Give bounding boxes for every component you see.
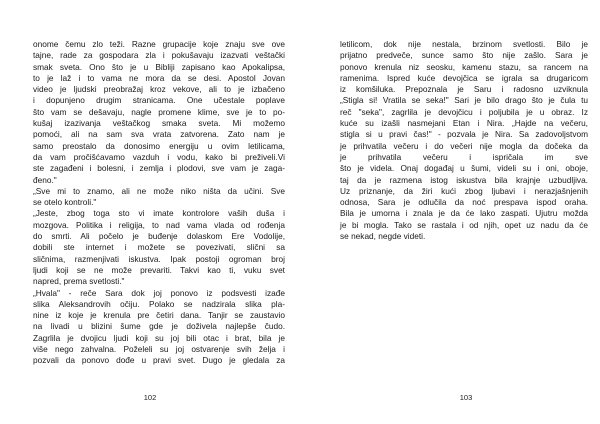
text-line: nine iz koje je krenula pre četiri dana. Tanjir se zaustavio (33, 310, 285, 321)
text-line: stigla si u pravi čas!" - pozvala je Nira. Sa zadovoljstvom (340, 129, 588, 140)
text-line: što je videla. Onaj događaj u šumi, videli su i oni, oboje, (340, 163, 588, 174)
text-line: što vam se dešavaju, nagle promene klime, sve je to po- (33, 106, 285, 117)
page-number-left: 102 (143, 393, 157, 402)
text-line: „Sve mi to znamo, ali ne može niko ništa da učini. Sve (33, 185, 285, 196)
text-line: iz komšiluka. Prepoznala je Saru i radosno uzviknula (340, 84, 588, 95)
text-line: taj da je razmena istog iskustva bila krajnje uzbudljiva. (340, 174, 588, 185)
text-line: video je ljudski preobražaj kroz vekove, ali to je izbačeno (33, 84, 285, 95)
text-line: to je laž i to vama ne mora da se desi. Apostol Jovan (33, 72, 285, 83)
text-line: đeno." (33, 174, 57, 185)
text-line: tajne, rade za gospodara zla i pokušavaju izazvati veštački (33, 50, 285, 61)
text-line: se nekad, negde videti. (340, 231, 426, 242)
text-line: pomoći, ali na sam sva vrata zatvorena. Zato nam je (33, 129, 285, 140)
text-line: „Stigla si! Vratila se seka!" Sari je bilo drago što je čula tu (340, 95, 588, 106)
text-line: se otelo kontroli." (33, 197, 97, 208)
text-line: prijatno predveče, sunce samo što nije zašlo. Sara je (340, 50, 588, 61)
text-line: kuće su izašli nasmejani Etan i Nira. „Hajde na večeru, (340, 118, 588, 129)
text-line: na livadi u blizini šume gde je doživela najlepše čudo. (33, 321, 285, 332)
text-line: dobili ste internet i možete se povezivati, slični sa (33, 242, 285, 253)
text-line: ljudi koji se ne može prevariti. Takvi kao ti, vuku svet (33, 264, 285, 275)
text-line: do smrti. Ali počelo je buđenje dolaskom Ere Vodolije, (33, 231, 285, 242)
text-line: Uz priznanje, da žiri kući zbog ljubavi i nerazjašnjenih (340, 185, 588, 196)
text-line: samo preostalo da donosimo energiju u ovim letilicama, (33, 140, 285, 151)
text-line: ste zagađeni i bolesni, i zemlja i plodovi, sve vam je zaga- (33, 163, 285, 174)
text-line: da vam pročišćavamo vazduh i vodu, kako bi preživeli.Vi (33, 151, 285, 162)
left-page-body (33, 39, 285, 367)
text-line: je bi mogla. Tako se rastala i od njih, opet uz nadu da će (340, 219, 588, 230)
text-line: pozvali da ponovo dođe u pravi svet. Dugo je gledala za (33, 355, 285, 366)
text-line: kušaj izazivanja veštačkog smaka sveta. Mi možemo (33, 118, 285, 129)
text-line: „Jeste, zbog toga sto vi imate kontrolore vaših duša i (33, 208, 285, 219)
text-line: mozgova. Politika i religija, to nad vama vlada od rođenja (33, 219, 285, 230)
text-line: Zagrlila je dvojicu ljudi koji su joj bili otac i brat, bila je (33, 332, 285, 343)
text-line: odnosa, Sara je odlučila da noć prespava ispod oraha. (340, 197, 588, 208)
text-line: je prihvatila večeru i ispričala im sve (340, 151, 588, 162)
text-line: slika Aleksandrovih očiju. Polako se nadzirala slika pla- (33, 298, 285, 309)
text-line: onome čemu zlo teži. Razne grupacije koje znaju sve ove (33, 39, 285, 49)
text-line: napred, prema svetlosti." (33, 276, 125, 287)
right-page-body (340, 39, 588, 242)
page-number-right: 103 (459, 393, 473, 402)
text-line: i dopunjeno drugim stranicama. One učestale poplave (33, 95, 285, 106)
text-line: sličnima, razmenjivati iskustva. Ipak postoji ogroman broj (33, 253, 285, 264)
text-line: reč "seka", zagrlila je devojčicu i poljubila je u obraz. Iz (340, 106, 588, 117)
text-line: ponovo krenula niz seosku, kamenu stazu, sa rancem na (340, 61, 588, 72)
text-line: je prihvatila večeru i do večeri nije mogla da dočeka da (340, 140, 588, 151)
text-line: ramenima. Ispred kuće devojčica se igrala sa drugaricom (340, 72, 588, 83)
text-line: više nego zahvalna. Poželeli su joj ostvarenje svih želja i (33, 344, 285, 355)
text-line: smak sveta. Ono što je u Bibliji zapisano kao Apokalipsa, (33, 61, 285, 72)
text-line: letilicom, dok nije nestala, brzinom svetlosti. Bilo je (340, 39, 588, 49)
text-line: Bila je umorna i znala je da će lako zaspati. Ujutru možda (340, 208, 588, 219)
text-line: „Hvala" - reče Sara dok joj ponovo iz podsvesti izađe (33, 287, 285, 298)
